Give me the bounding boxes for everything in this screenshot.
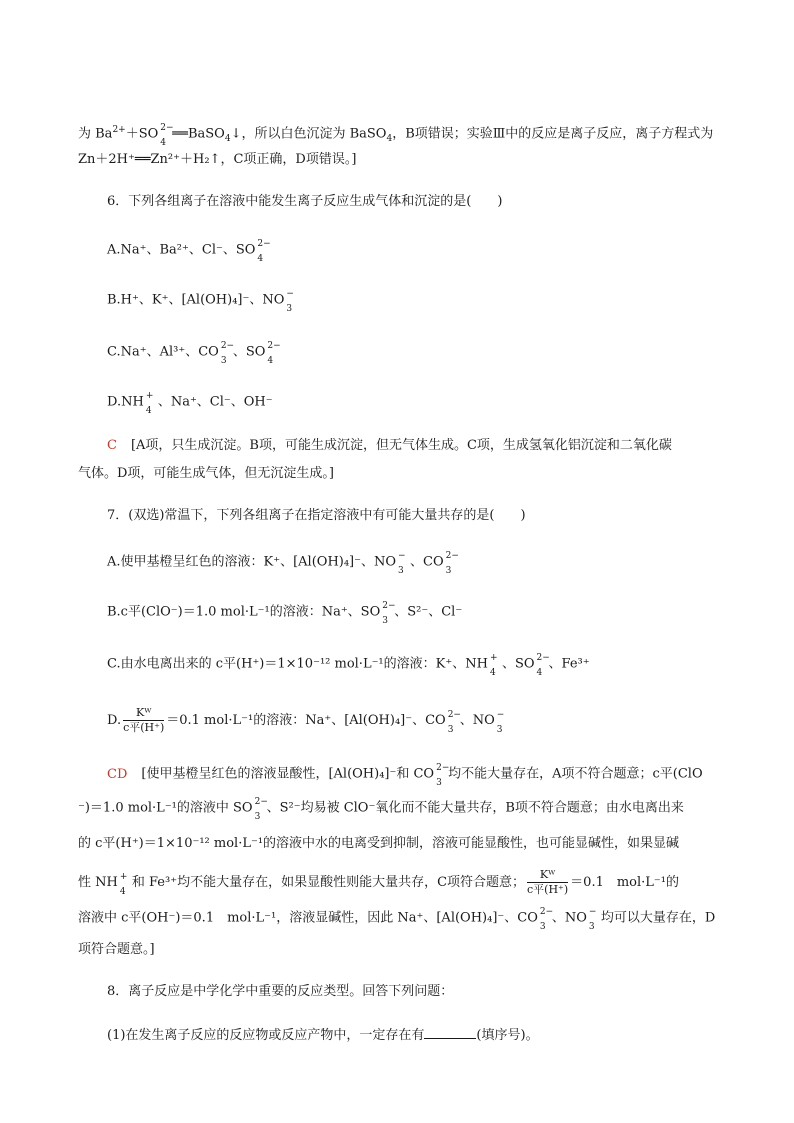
q6-option-c: C.Na⁺、Al³⁺、CO 2− 3 、SO 2− 4	[107, 341, 281, 366]
q7-option-a: A.使甲基橙呈红色的溶液：K⁺、[Al(OH)₄]⁻、NO − 3 、CO 2− 3	[107, 551, 459, 576]
q7-option-b: B.c平(ClO⁻)＝1.0 mol·L⁻¹的溶液：Na⁺、SO 2− 3 、S²⁻、Cl⁻	[107, 601, 463, 626]
q6-option-d: D.NH + 4 、Na⁺、Cl⁻、OH⁻	[107, 391, 273, 416]
q7-answer-line-4: 性 NH + 4 和 Fe³⁺均不能大量存在，如果显酸性则能大量共存，C项符合题意； $\frac{\text{Kᵂ}}{\text{c平(H⁺)}}$ ＝0.1 mol·L⁻¹的	[78, 868, 679, 897]
q7-answer-line-6: 项符合题意。]	[78, 942, 155, 957]
q8-part-1: (1)在发生离子反应的反应物或反应产物中，一定存在有 (填序号)。	[107, 1024, 539, 1046]
kw-fraction-2: $\frac{\text{Kᵂ}}{\text{c平(H⁺)}}$	[527, 868, 569, 896]
prev-explanation-line-1: 为 $Ba^{2+}+SO$ 2− 4 ══BaSO$_4$↓，所以白色沉淀为 BaSO$_4$，B项错误；实验Ⅲ中的反应是离子反应，离子方程式为	[78, 122, 714, 148]
q7-answer-line-2: ⁻)＝1.0 mol·L⁻¹的溶液中 SO 2− 3 、S²⁻均易被 ClO⁻氧化而不能大量共存，B项不符合题意；由水电离出来	[78, 797, 684, 822]
q6-option-b: B.H⁺、K⁺、[Al(OH)₄]⁻、NO − 3	[107, 289, 294, 314]
q6-option-a: A.Na⁺、Ba²⁺、Cl⁻、SO 2− 4	[107, 239, 271, 264]
q8-stem: 8．离子反应是中学化学中重要的反应类型。回答下列问题：	[107, 984, 454, 999]
q7-answer-line-1: CD [使甲基橙呈红色的溶液显酸性，[Al(OH)₄]⁻和 CO 2− 3 均不能大量存在，A项不符合题意；c平(ClO	[107, 763, 703, 788]
answer-blank[interactable]	[424, 1024, 476, 1039]
q6-answer-letter: C	[107, 438, 117, 453]
q7-stem: 7．(双选)常温下，下列各组离子在指定溶液中有可能大量共存的是( )	[107, 508, 526, 523]
q6-answer-line-1: C [A项，只生成沉淀。B项，可能生成沉淀，但无气体生成。C项，生成氢氧化铝沉淀和二氧化碳	[107, 438, 672, 453]
q6-stem: 6．下列各组离子在溶液中能发生离子反应生成气体和沉淀的是( )	[107, 194, 503, 209]
q7-option-d: D. $\frac{\text{Kᵂ}}{\text{c平(H⁺)}}$ ＝0.1 mol·L⁻¹的溶液：Na⁺、[Al(OH)₄]⁻、CO 2− 3 、NO − 3	[107, 706, 505, 735]
q6-answer-line-2: 气体。D项，可能生成气体，但无沉淀生成。]	[78, 466, 334, 481]
kw-fraction: $\frac{\text{Kᵂ}}{\text{c平(H⁺)}}$	[123, 706, 165, 734]
q7-answer-line-5: 溶液中 c平(OH⁻)＝0.1 mol·L⁻¹，溶液显碱性，因此 Na⁺、[Al(OH)₄]⁻、CO 2− 3 、NO − 3 均可以大量存在，D	[78, 907, 716, 932]
prev-explanation-line-2: Zn＋2H⁺══Zn²⁺＋H₂↑，C项正确，D项错误。]	[78, 152, 357, 167]
q7-answer-letter: CD	[107, 766, 128, 782]
q7-option-c: C.由水电离出来的 c平(H⁺)＝1×10⁻¹² mol·L⁻¹的溶液：K⁺、NH + 4 、SO 2− 4 、Fe³⁺	[107, 653, 590, 678]
q7-answer-line-3: 的 c平(H⁺)＝1×10⁻¹² mol·L⁻¹的溶液中水的电离受到抑制，溶液可能显酸性，也可能显碱性，如果显碱	[78, 836, 680, 851]
